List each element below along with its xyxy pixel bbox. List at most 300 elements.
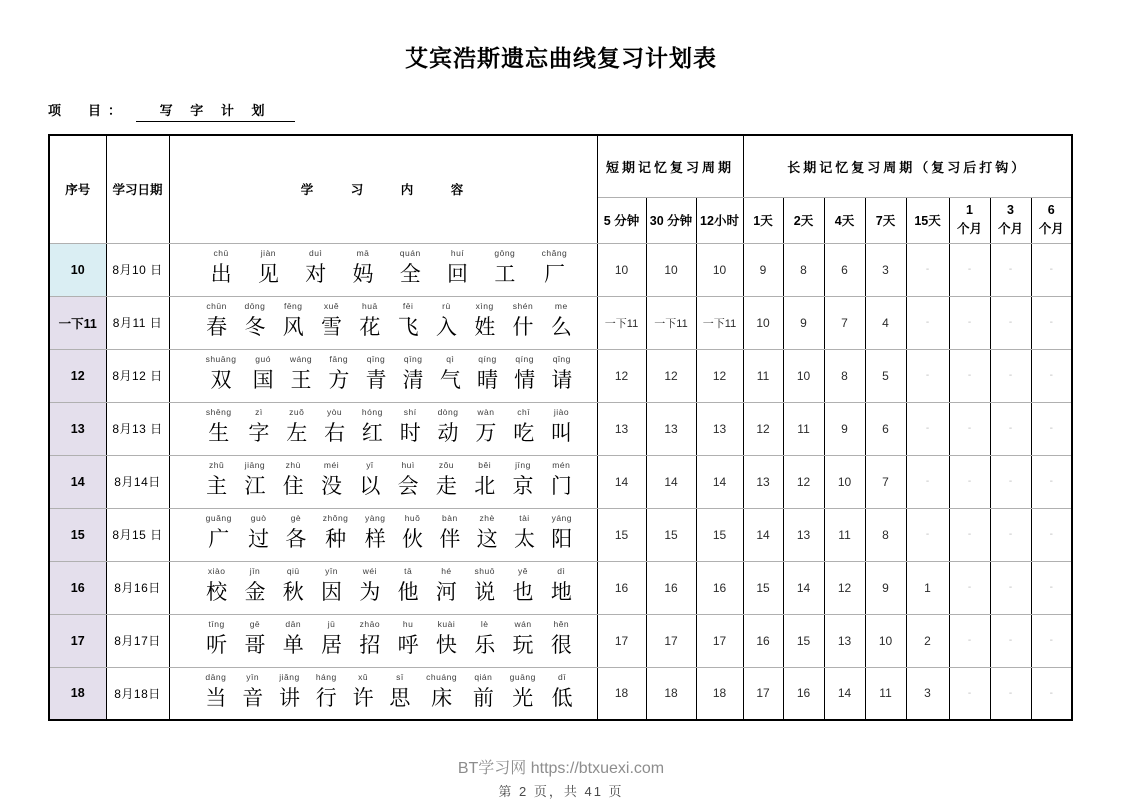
pinyin-label: hóng xyxy=(361,407,383,418)
char-block xyxy=(552,672,573,712)
review-cell-empty: - xyxy=(949,296,990,349)
char-block xyxy=(365,513,386,553)
hanzi-character: 请 xyxy=(551,368,573,393)
group-header-long-term: 长期记忆复习周期（复习后打钩） xyxy=(743,135,1072,197)
pinyin-label: xuě xyxy=(323,301,340,312)
char-block xyxy=(513,566,534,606)
review-cell-value: 16 xyxy=(743,614,783,667)
review-cell-value: 一下11 xyxy=(597,296,646,349)
hanzi-character: 情 xyxy=(514,368,536,393)
hanzi-character: 回 xyxy=(447,262,469,287)
watermark-site: BT学习网 https://btxuexi.com xyxy=(457,760,665,777)
hanzi-character: 全 xyxy=(399,262,421,287)
review-cell-value: 13 xyxy=(597,402,646,455)
pinyin-label: hu xyxy=(402,619,414,630)
char-block xyxy=(398,619,419,659)
review-cell-value: 14 xyxy=(597,455,646,508)
hanzi-character: 前 xyxy=(472,686,494,711)
col-header-6mo-num: 6 xyxy=(1047,203,1055,218)
review-cell-value: 2 xyxy=(906,614,949,667)
pinyin-label: tài xyxy=(519,513,530,524)
pinyin-label: jiǎng xyxy=(279,672,300,683)
pinyin-label: guó xyxy=(255,354,271,365)
char-block xyxy=(321,301,342,341)
page-number: 第 2 页，共 41 页 xyxy=(498,784,624,799)
pinyin-label: me xyxy=(554,301,568,312)
pinyin-label: wáng xyxy=(289,354,313,365)
char-block xyxy=(285,513,306,553)
review-cell-value: 18 xyxy=(696,667,743,720)
col-header-date: 学习日期 xyxy=(106,135,169,243)
char-block xyxy=(474,460,495,500)
pinyin-label: zhǒng xyxy=(322,513,349,524)
review-cell-value: 10 xyxy=(597,243,646,296)
review-cell-value: 一下11 xyxy=(646,296,696,349)
char-block xyxy=(206,301,227,341)
char-block xyxy=(551,513,572,553)
hanzi-character: 住 xyxy=(282,474,304,499)
review-cell-value: 13 xyxy=(696,402,743,455)
pinyin-label: yòu xyxy=(326,407,343,418)
hanzi-character: 为 xyxy=(359,580,381,605)
char-row xyxy=(198,513,581,553)
char-block xyxy=(328,354,349,394)
review-cell-value: 7 xyxy=(824,296,865,349)
pinyin-label: dāng xyxy=(205,672,227,683)
char-block xyxy=(352,248,373,288)
hanzi-character: 行 xyxy=(315,686,337,711)
char-block xyxy=(513,407,534,447)
row-date: 8月11 日 xyxy=(106,296,169,349)
review-cell-value: 12 xyxy=(597,349,646,402)
hanzi-character: 地 xyxy=(550,580,572,605)
char-block xyxy=(440,354,461,394)
hanzi-character: 低 xyxy=(551,686,573,711)
char-block xyxy=(206,407,232,447)
pinyin-label: chuáng xyxy=(426,672,458,683)
row-seq: 15 xyxy=(49,508,106,561)
review-cell-value: 13 xyxy=(743,455,783,508)
hanzi-character: 叫 xyxy=(551,421,573,446)
review-cell-empty: - xyxy=(906,508,949,561)
review-cell-value: 10 xyxy=(865,614,906,667)
review-cell-value: 15 xyxy=(743,561,783,614)
char-block xyxy=(206,354,237,394)
pinyin-label: háng xyxy=(315,672,337,683)
hanzi-character: 雪 xyxy=(321,315,343,340)
col-header-7d: 7天 xyxy=(865,197,906,243)
review-cell-value: 18 xyxy=(597,667,646,720)
char-block xyxy=(206,513,232,553)
hanzi-character: 校 xyxy=(206,580,228,605)
review-cell-value: 9 xyxy=(743,243,783,296)
review-cell-value: 18 xyxy=(646,667,696,720)
pinyin-label: mā xyxy=(356,248,370,259)
review-cell-value: 14 xyxy=(783,561,824,614)
char-block xyxy=(206,566,227,606)
row-study-content xyxy=(169,614,597,667)
pinyin-label: yáng xyxy=(551,513,572,524)
hanzi-character: 太 xyxy=(513,527,535,552)
review-cell-value: 11 xyxy=(865,667,906,720)
char-row xyxy=(198,566,581,606)
char-row xyxy=(198,248,581,288)
col-header-1mo xyxy=(949,197,990,243)
hanzi-character: 左 xyxy=(286,421,308,446)
review-cell-value: 13 xyxy=(646,402,696,455)
pinyin-label: dōng xyxy=(244,301,266,312)
pinyin-label: běi xyxy=(478,460,492,471)
table-row xyxy=(49,561,1072,614)
pinyin-label: guāng xyxy=(509,672,536,683)
review-cell-value: 13 xyxy=(783,508,824,561)
review-cell-value: 8 xyxy=(865,508,906,561)
col-header-4d: 4天 xyxy=(824,197,865,243)
row-study-content xyxy=(169,402,597,455)
hanzi-character: 花 xyxy=(359,315,381,340)
hanzi-character: 什 xyxy=(512,315,534,340)
pinyin-label: qíng xyxy=(478,354,497,365)
hanzi-character: 飞 xyxy=(397,315,419,340)
char-block xyxy=(551,619,572,659)
row-seq: 17 xyxy=(49,614,106,667)
review-cell-empty: - xyxy=(990,561,1031,614)
review-cell-value: 9 xyxy=(865,561,906,614)
review-cell-empty: - xyxy=(1031,667,1072,720)
review-cell-empty: - xyxy=(1031,508,1072,561)
review-plan-table xyxy=(48,134,1073,721)
hanzi-character: 气 xyxy=(439,368,461,393)
review-cell-value: 12 xyxy=(783,455,824,508)
char-block xyxy=(436,460,457,500)
review-cell-value: 14 xyxy=(743,508,783,561)
review-cell-empty: - xyxy=(949,561,990,614)
hanzi-character: 万 xyxy=(475,421,497,446)
char-block xyxy=(242,672,263,712)
pinyin-label: fēi xyxy=(402,301,414,312)
pinyin-label: jīng xyxy=(515,460,531,471)
col-header-3mo-num: 3 xyxy=(1007,203,1014,218)
review-cell-empty: - xyxy=(949,402,990,455)
hanzi-character: 走 xyxy=(435,474,457,499)
review-cell-empty: - xyxy=(990,508,1031,561)
table-row xyxy=(49,296,1072,349)
pinyin-label: gē xyxy=(249,619,261,630)
review-cell-value: 17 xyxy=(696,614,743,667)
review-cell-value: 16 xyxy=(597,561,646,614)
review-cell-empty: - xyxy=(1031,455,1072,508)
hanzi-character: 会 xyxy=(397,474,419,499)
review-cell-value: 9 xyxy=(783,296,824,349)
char-row xyxy=(198,407,581,447)
char-block xyxy=(400,407,421,447)
pinyin-label: zuǒ xyxy=(289,407,305,418)
hanzi-character: 吃 xyxy=(513,421,535,446)
char-block xyxy=(321,460,342,500)
review-cell-empty: - xyxy=(949,455,990,508)
hanzi-character: 入 xyxy=(435,315,457,340)
table-row xyxy=(49,508,1072,561)
pinyin-label: huǒ xyxy=(404,513,421,524)
row-date: 8月15 日 xyxy=(106,508,169,561)
table-row xyxy=(49,243,1072,296)
hanzi-character: 他 xyxy=(397,580,419,605)
col-header-5min: 5 分钟 xyxy=(597,197,646,243)
hanzi-character: 样 xyxy=(364,527,386,552)
review-cell-value: 5 xyxy=(865,349,906,402)
project-value: 写 字 计 划 xyxy=(136,100,296,122)
row-study-content xyxy=(169,296,597,349)
pinyin-label: méi xyxy=(323,460,340,471)
row-date: 8月12 日 xyxy=(106,349,169,402)
hanzi-character: 因 xyxy=(321,580,343,605)
review-cell-value: 8 xyxy=(783,243,824,296)
hanzi-character: 工 xyxy=(494,262,516,287)
hanzi-character: 动 xyxy=(437,421,459,446)
char-block xyxy=(551,301,572,341)
hanzi-character: 双 xyxy=(210,368,232,393)
pinyin-label: yīn xyxy=(246,672,260,683)
char-block xyxy=(403,354,424,394)
char-block xyxy=(258,248,279,288)
char-row xyxy=(198,301,581,341)
pinyin-label: duì xyxy=(309,248,323,259)
char-block xyxy=(436,619,457,659)
pinyin-label: shí xyxy=(403,407,417,418)
review-cell-empty: - xyxy=(949,508,990,561)
col-header-seq: 序号 xyxy=(49,135,106,243)
pinyin-label: wéi xyxy=(362,566,377,577)
review-cell-value: 3 xyxy=(865,243,906,296)
col-header-30min: 30 分钟 xyxy=(646,197,696,243)
pinyin-label: dòng xyxy=(437,407,459,418)
hanzi-character: 乐 xyxy=(474,633,496,658)
char-block xyxy=(514,513,535,553)
char-block xyxy=(248,513,269,553)
char-block xyxy=(389,672,410,712)
hanzi-character: 当 xyxy=(205,686,227,711)
review-cell-value: 14 xyxy=(696,455,743,508)
review-cell-value: 17 xyxy=(597,614,646,667)
table-row xyxy=(49,667,1072,720)
char-block xyxy=(205,672,226,712)
pinyin-label: chū xyxy=(213,248,229,259)
char-block xyxy=(321,619,342,659)
row-date: 8月17日 xyxy=(106,614,169,667)
review-cell-value: 12 xyxy=(646,349,696,402)
review-cell-value: 15 xyxy=(597,508,646,561)
char-block xyxy=(551,460,572,500)
char-block xyxy=(551,566,572,606)
review-cell-value: 17 xyxy=(646,614,696,667)
project-line xyxy=(48,100,1122,120)
pinyin-label: wán xyxy=(514,619,532,630)
review-cell-value: 9 xyxy=(824,402,865,455)
char-block xyxy=(253,354,274,394)
review-cell-empty: - xyxy=(906,349,949,402)
char-block xyxy=(477,513,498,553)
col-header-2d: 2天 xyxy=(783,197,824,243)
hanzi-character: 床 xyxy=(431,686,453,711)
hanzi-character: 招 xyxy=(359,633,381,658)
review-cell-empty: - xyxy=(906,402,949,455)
table-body xyxy=(49,243,1072,720)
pinyin-label: rù xyxy=(442,301,451,312)
pinyin-label: yǐ xyxy=(366,460,374,471)
char-block xyxy=(474,566,495,606)
char-block xyxy=(514,354,535,394)
pinyin-label: bàn xyxy=(442,513,458,524)
table-row xyxy=(49,455,1072,508)
hanzi-character: 伙 xyxy=(402,527,424,552)
review-cell-empty: - xyxy=(1031,296,1072,349)
char-block xyxy=(244,301,265,341)
pinyin-label: mén xyxy=(552,460,571,471)
char-row xyxy=(198,619,581,659)
pinyin-label: dī xyxy=(558,672,567,683)
row-seq: 12 xyxy=(49,349,106,402)
review-cell-empty: - xyxy=(990,614,1031,667)
col-header-content: 学 习 内 容 xyxy=(169,135,597,243)
col-header-12h: 12小时 xyxy=(696,197,743,243)
pinyin-label: xǔ xyxy=(358,672,369,683)
char-block xyxy=(513,619,534,659)
hanzi-character: 厂 xyxy=(543,262,565,287)
row-seq: 14 xyxy=(49,455,106,508)
row-study-content xyxy=(169,667,597,720)
char-block xyxy=(436,566,457,606)
char-block xyxy=(323,513,349,553)
hanzi-character: 字 xyxy=(248,421,270,446)
char-row xyxy=(198,354,581,394)
hanzi-character: 居 xyxy=(321,633,343,658)
hanzi-character: 冬 xyxy=(244,315,266,340)
review-cell-value: 11 xyxy=(824,508,865,561)
pinyin-label: jiàn xyxy=(260,248,277,259)
review-cell-empty: - xyxy=(906,455,949,508)
col-header-3mo xyxy=(990,197,1031,243)
char-block xyxy=(359,460,380,500)
pinyin-label: huí xyxy=(450,248,465,259)
row-seq: 18 xyxy=(49,667,106,720)
pinyin-label: qián xyxy=(474,672,493,683)
review-cell-empty: - xyxy=(949,349,990,402)
hanzi-character: 很 xyxy=(550,633,572,658)
pinyin-label: gè xyxy=(290,513,302,524)
pinyin-label: guǎng xyxy=(205,513,232,524)
hanzi-character: 河 xyxy=(435,580,457,605)
hanzi-character: 对 xyxy=(305,262,327,287)
char-block xyxy=(211,248,232,288)
row-seq: 一下11 xyxy=(49,296,106,349)
col-header-6mo xyxy=(1031,197,1072,243)
char-block xyxy=(438,407,459,447)
review-cell-value: 10 xyxy=(696,243,743,296)
page-title: 艾宾浩斯遗忘曲线复习计划表 xyxy=(405,45,717,71)
hanzi-character: 广 xyxy=(208,527,230,552)
pinyin-label: fēng xyxy=(283,301,303,312)
pinyin-label: zhǔ xyxy=(209,460,225,471)
review-cell-value: 10 xyxy=(824,455,865,508)
table-row xyxy=(49,402,1072,455)
row-study-content xyxy=(169,508,597,561)
char-block xyxy=(475,407,496,447)
hanzi-character: 见 xyxy=(257,262,279,287)
review-cell-value: 14 xyxy=(824,667,865,720)
char-block xyxy=(400,248,421,288)
review-cell-empty: - xyxy=(990,296,1031,349)
char-block xyxy=(359,619,380,659)
hanzi-character: 国 xyxy=(252,368,274,393)
pinyin-label: jū xyxy=(327,619,336,630)
hanzi-character: 过 xyxy=(248,527,270,552)
pinyin-label: zǒu xyxy=(438,460,455,471)
char-block xyxy=(510,672,536,712)
pinyin-label: shēng xyxy=(205,407,232,418)
pinyin-label: hěn xyxy=(553,619,570,630)
pinyin-label: kuài xyxy=(437,619,456,630)
pinyin-label: qì xyxy=(446,354,455,365)
pinyin-label: huā xyxy=(361,301,378,312)
row-date: 8月13 日 xyxy=(106,402,169,455)
pinyin-label: quán xyxy=(399,248,421,259)
pinyin-label: zhù xyxy=(285,460,301,471)
char-block xyxy=(513,460,534,500)
char-block xyxy=(283,619,304,659)
review-cell-value: 13 xyxy=(824,614,865,667)
hanzi-character: 江 xyxy=(244,474,266,499)
char-block xyxy=(244,619,265,659)
pinyin-label: huì xyxy=(401,460,415,471)
hanzi-character: 妈 xyxy=(352,262,374,287)
hanzi-character: 玩 xyxy=(512,633,534,658)
char-block xyxy=(359,566,380,606)
char-block xyxy=(398,460,419,500)
char-block xyxy=(473,672,494,712)
hanzi-character: 北 xyxy=(474,474,496,499)
pinyin-label: tā xyxy=(404,566,413,577)
review-cell-empty: - xyxy=(990,455,1031,508)
char-block xyxy=(305,248,326,288)
row-study-content xyxy=(169,243,597,296)
hanzi-character: 出 xyxy=(210,262,232,287)
table-row xyxy=(49,614,1072,667)
row-seq: 13 xyxy=(49,402,106,455)
pinyin-label: tīng xyxy=(208,619,225,630)
char-block xyxy=(365,354,386,394)
char-block xyxy=(436,301,457,341)
pinyin-label: qǐng xyxy=(552,354,571,365)
review-cell-value: 11 xyxy=(783,402,824,455)
hanzi-character: 没 xyxy=(321,474,343,499)
review-cell-empty: - xyxy=(990,243,1031,296)
row-date: 8月14日 xyxy=(106,455,169,508)
review-cell-empty: - xyxy=(906,243,949,296)
review-cell-value: 6 xyxy=(824,243,865,296)
hanzi-character: 种 xyxy=(325,527,347,552)
char-block xyxy=(359,301,380,341)
char-block xyxy=(477,354,498,394)
pinyin-label: chī xyxy=(517,407,531,418)
hanzi-character: 王 xyxy=(290,368,312,393)
group-header-short-term: 短期记忆复习周期 xyxy=(597,135,743,197)
review-cell-empty: - xyxy=(990,667,1031,720)
review-cell-value: 6 xyxy=(865,402,906,455)
pinyin-label: jīn xyxy=(249,566,261,577)
char-block xyxy=(551,354,572,394)
pinyin-label: qīng xyxy=(366,354,386,365)
char-block xyxy=(474,301,495,341)
